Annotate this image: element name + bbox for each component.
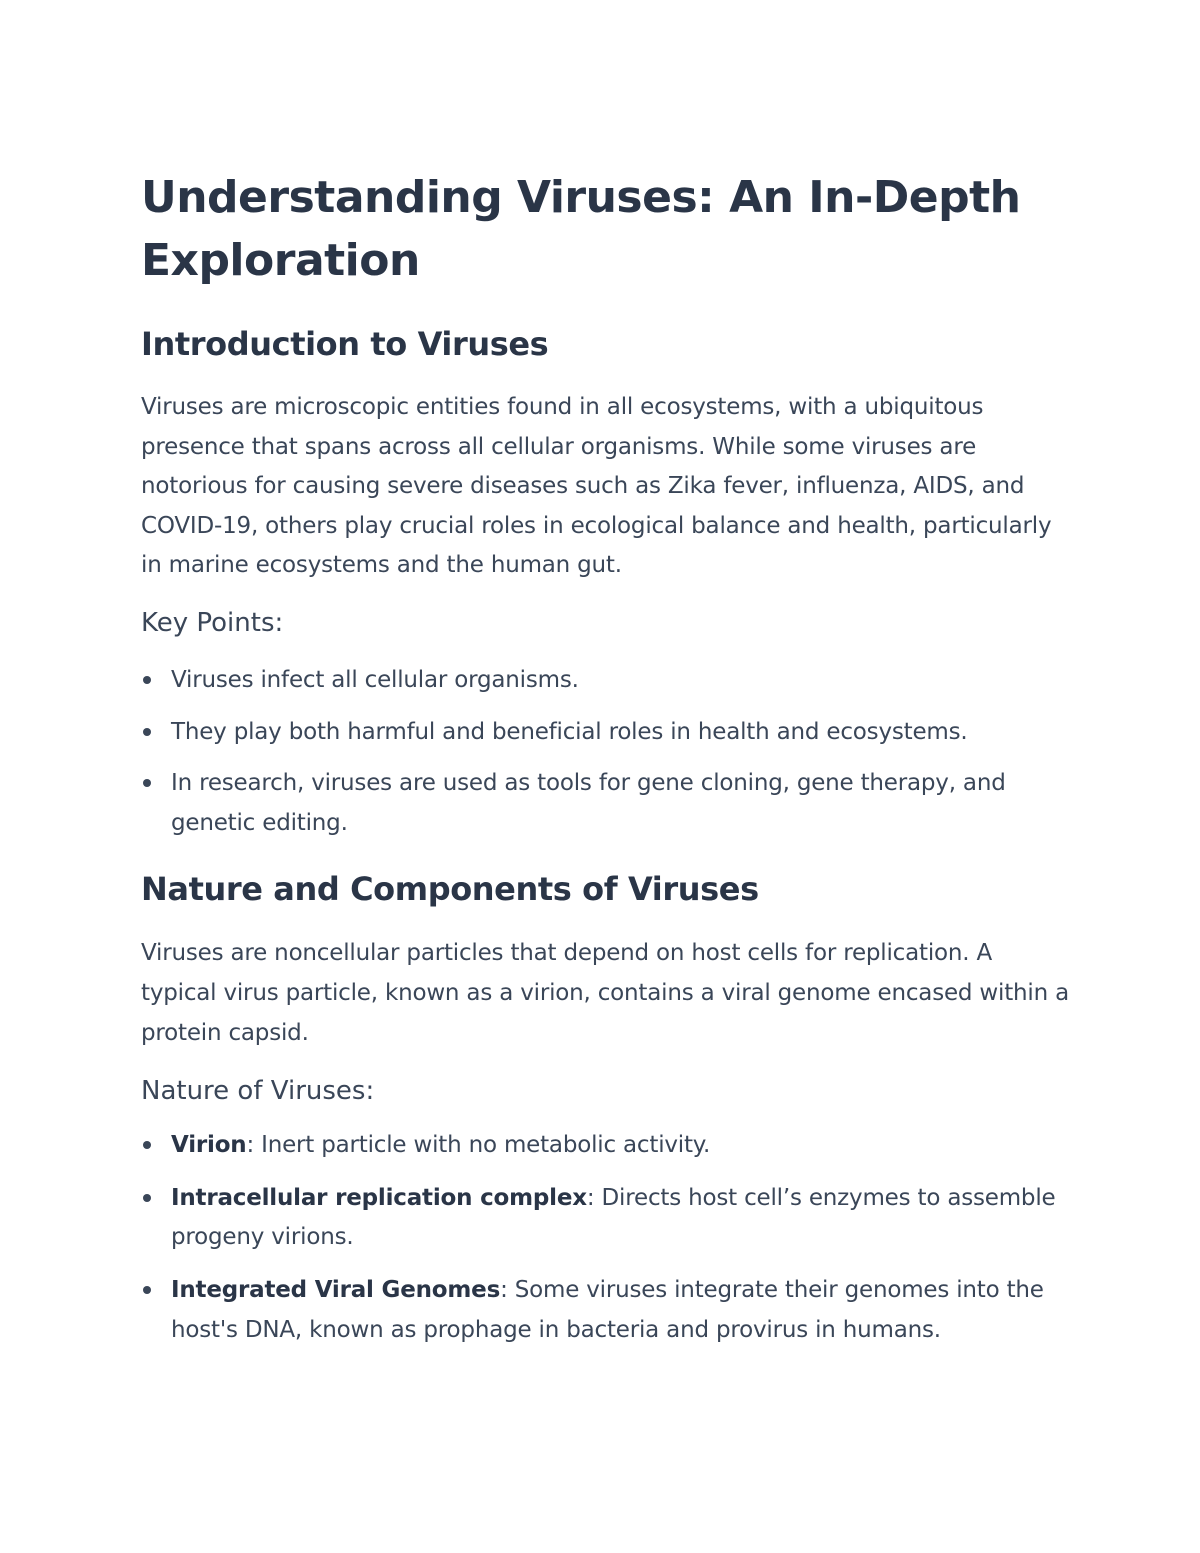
intro-paragraph: Viruses are microscopic entities found in all ecosystems, with a ubiquitous presence that spans across all cellular organisms. While some viruses are notorious for causing severe diseases such as Zika fever, influenza, AIDS, and COVID-19, others play crucial roles in ecological balance and health, particularly in marine ecosystems and the human gut.	[141, 394, 1052, 579]
term-label: Intracellular replication complex	[171, 1184, 587, 1211]
term-label: Integrated Viral Genomes	[171, 1276, 501, 1303]
list-item	[141, 1271, 1071, 1350]
term-description: : Some viruses integrate their genomes into the host's DNA, known as prophage in bacteria and provirus in humans.	[171, 1276, 1044, 1343]
term-description: : Inert particle with no metabolic activity.	[246, 1132, 711, 1159]
document-page	[141, 166, 1071, 1350]
nature-list	[141, 1126, 1071, 1350]
list-item	[141, 1179, 1071, 1258]
page-title: Understanding Viruses: An In-Depth Exploration	[141, 172, 1021, 286]
list-item	[141, 661, 1071, 701]
key-points-list	[141, 661, 1071, 843]
list-item-text: Viruses infect all cellular organisms.	[171, 666, 579, 693]
bullet-icon	[143, 1286, 151, 1294]
section-heading-introduction: Introduction to Viruses	[141, 325, 549, 363]
bullet-icon	[143, 676, 151, 684]
list-item	[141, 764, 1071, 843]
nature-paragraph: Viruses are noncellular particles that depend on host cells for replication. A typical virus particle, known as a virion, contains a viral genome encased within a protein capsid.	[141, 940, 1070, 1046]
bullet-icon	[143, 1141, 151, 1149]
bullet-icon	[143, 728, 151, 736]
list-item-text: They play both harmful and beneficial roles in health and ecosystems.	[171, 718, 968, 745]
key-points-heading: Key Points:	[141, 607, 284, 638]
section-heading-nature: Nature and Components of Viruses	[141, 870, 759, 909]
list-item-text: In research, viruses are used as tools for gene cloning, gene therapy, and genetic editing.	[171, 770, 1006, 836]
term-label: Virion	[171, 1132, 247, 1159]
term-description: : Directs host cell’s enzymes to assemble progeny virions.	[171, 1184, 1056, 1251]
nature-of-viruses-heading: Nature of Viruses:	[141, 1076, 375, 1107]
list-item	[141, 1126, 1071, 1166]
bullet-icon	[143, 1194, 151, 1202]
list-item	[141, 713, 1071, 753]
bullet-icon	[143, 779, 151, 787]
